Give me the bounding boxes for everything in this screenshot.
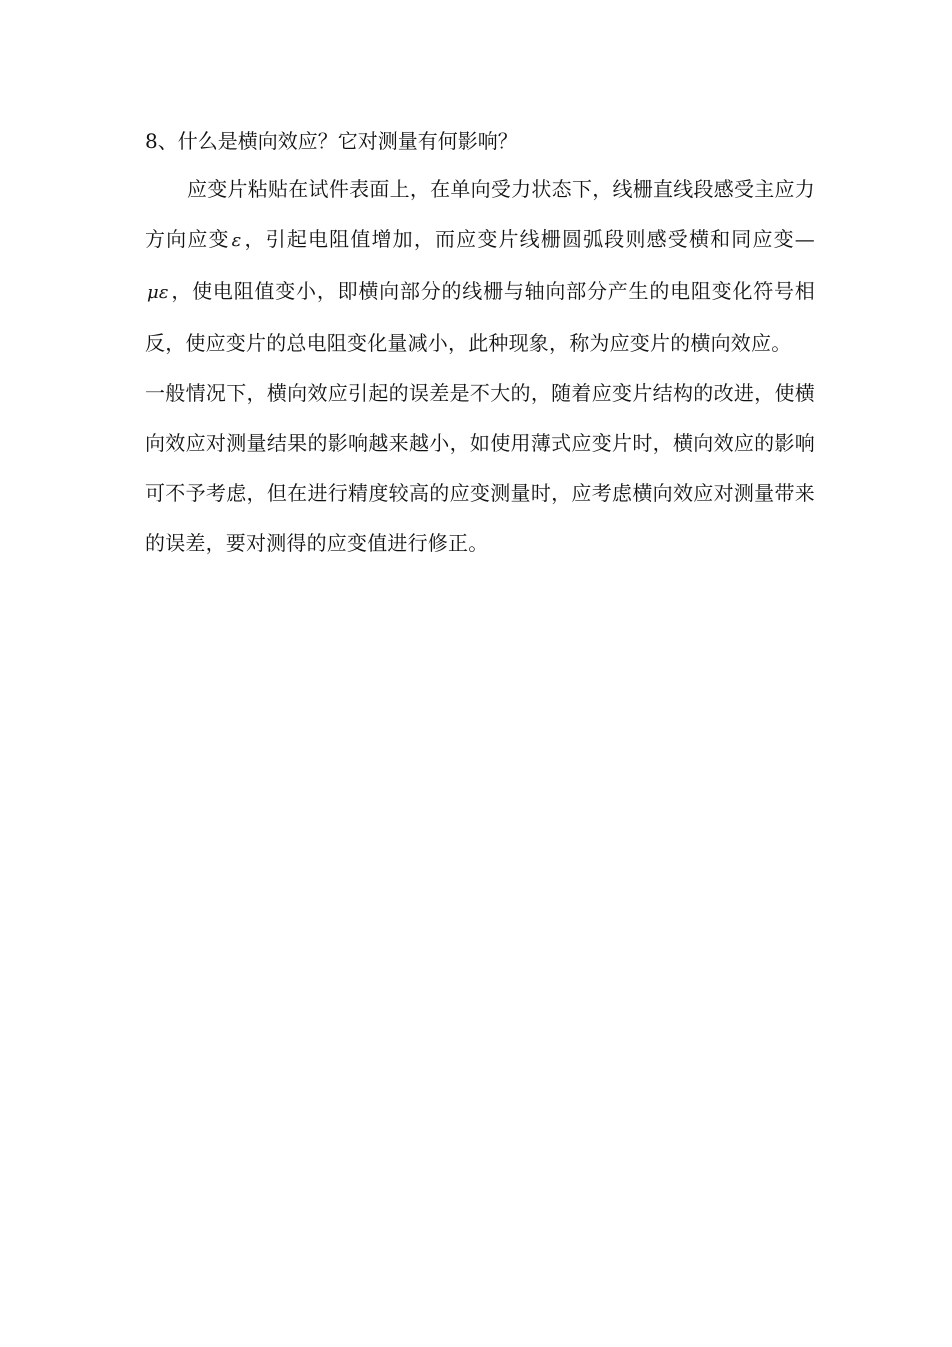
answer-paragraph-2: 一般情况下，横向效应引起的误差是不大的，随着应变片结构的改进，使横向效应对测量结果的影响越来越小，如使用薄式应变片时，横向效应的影响可不予考虑，但在进行精度较高的应变测量时，应考虑横向效应对测量带来的误差，要对测得的应变值进行修正。 bbox=[145, 381, 815, 555]
question-heading: 8、什么是横向效应？它对测量有何影响？ bbox=[145, 129, 518, 153]
answer-paragraph-1 bbox=[145, 164, 815, 368]
document-page bbox=[145, 124, 815, 568]
paragraph-1-text-c: ，使电阻值变小，即横向部分的线栅与轴向部分产生的电阻变化符号相反，使应变片的总电阻变化量减小，此种现象，称为应变片的横向效应。 bbox=[145, 279, 815, 355]
strain-symbol: ε bbox=[231, 230, 242, 251]
paragraph-1-text-b: ，引起电阻值增加，而应变片线栅圆弧段则感受横和同应变— bbox=[243, 227, 815, 251]
transverse-strain-symbol: με bbox=[147, 282, 169, 303]
paragraph-1-text-a: 应变片粘贴在试件表面上，在单向受力状态下，线栅直线段感受主应力方向应变 bbox=[145, 177, 815, 251]
